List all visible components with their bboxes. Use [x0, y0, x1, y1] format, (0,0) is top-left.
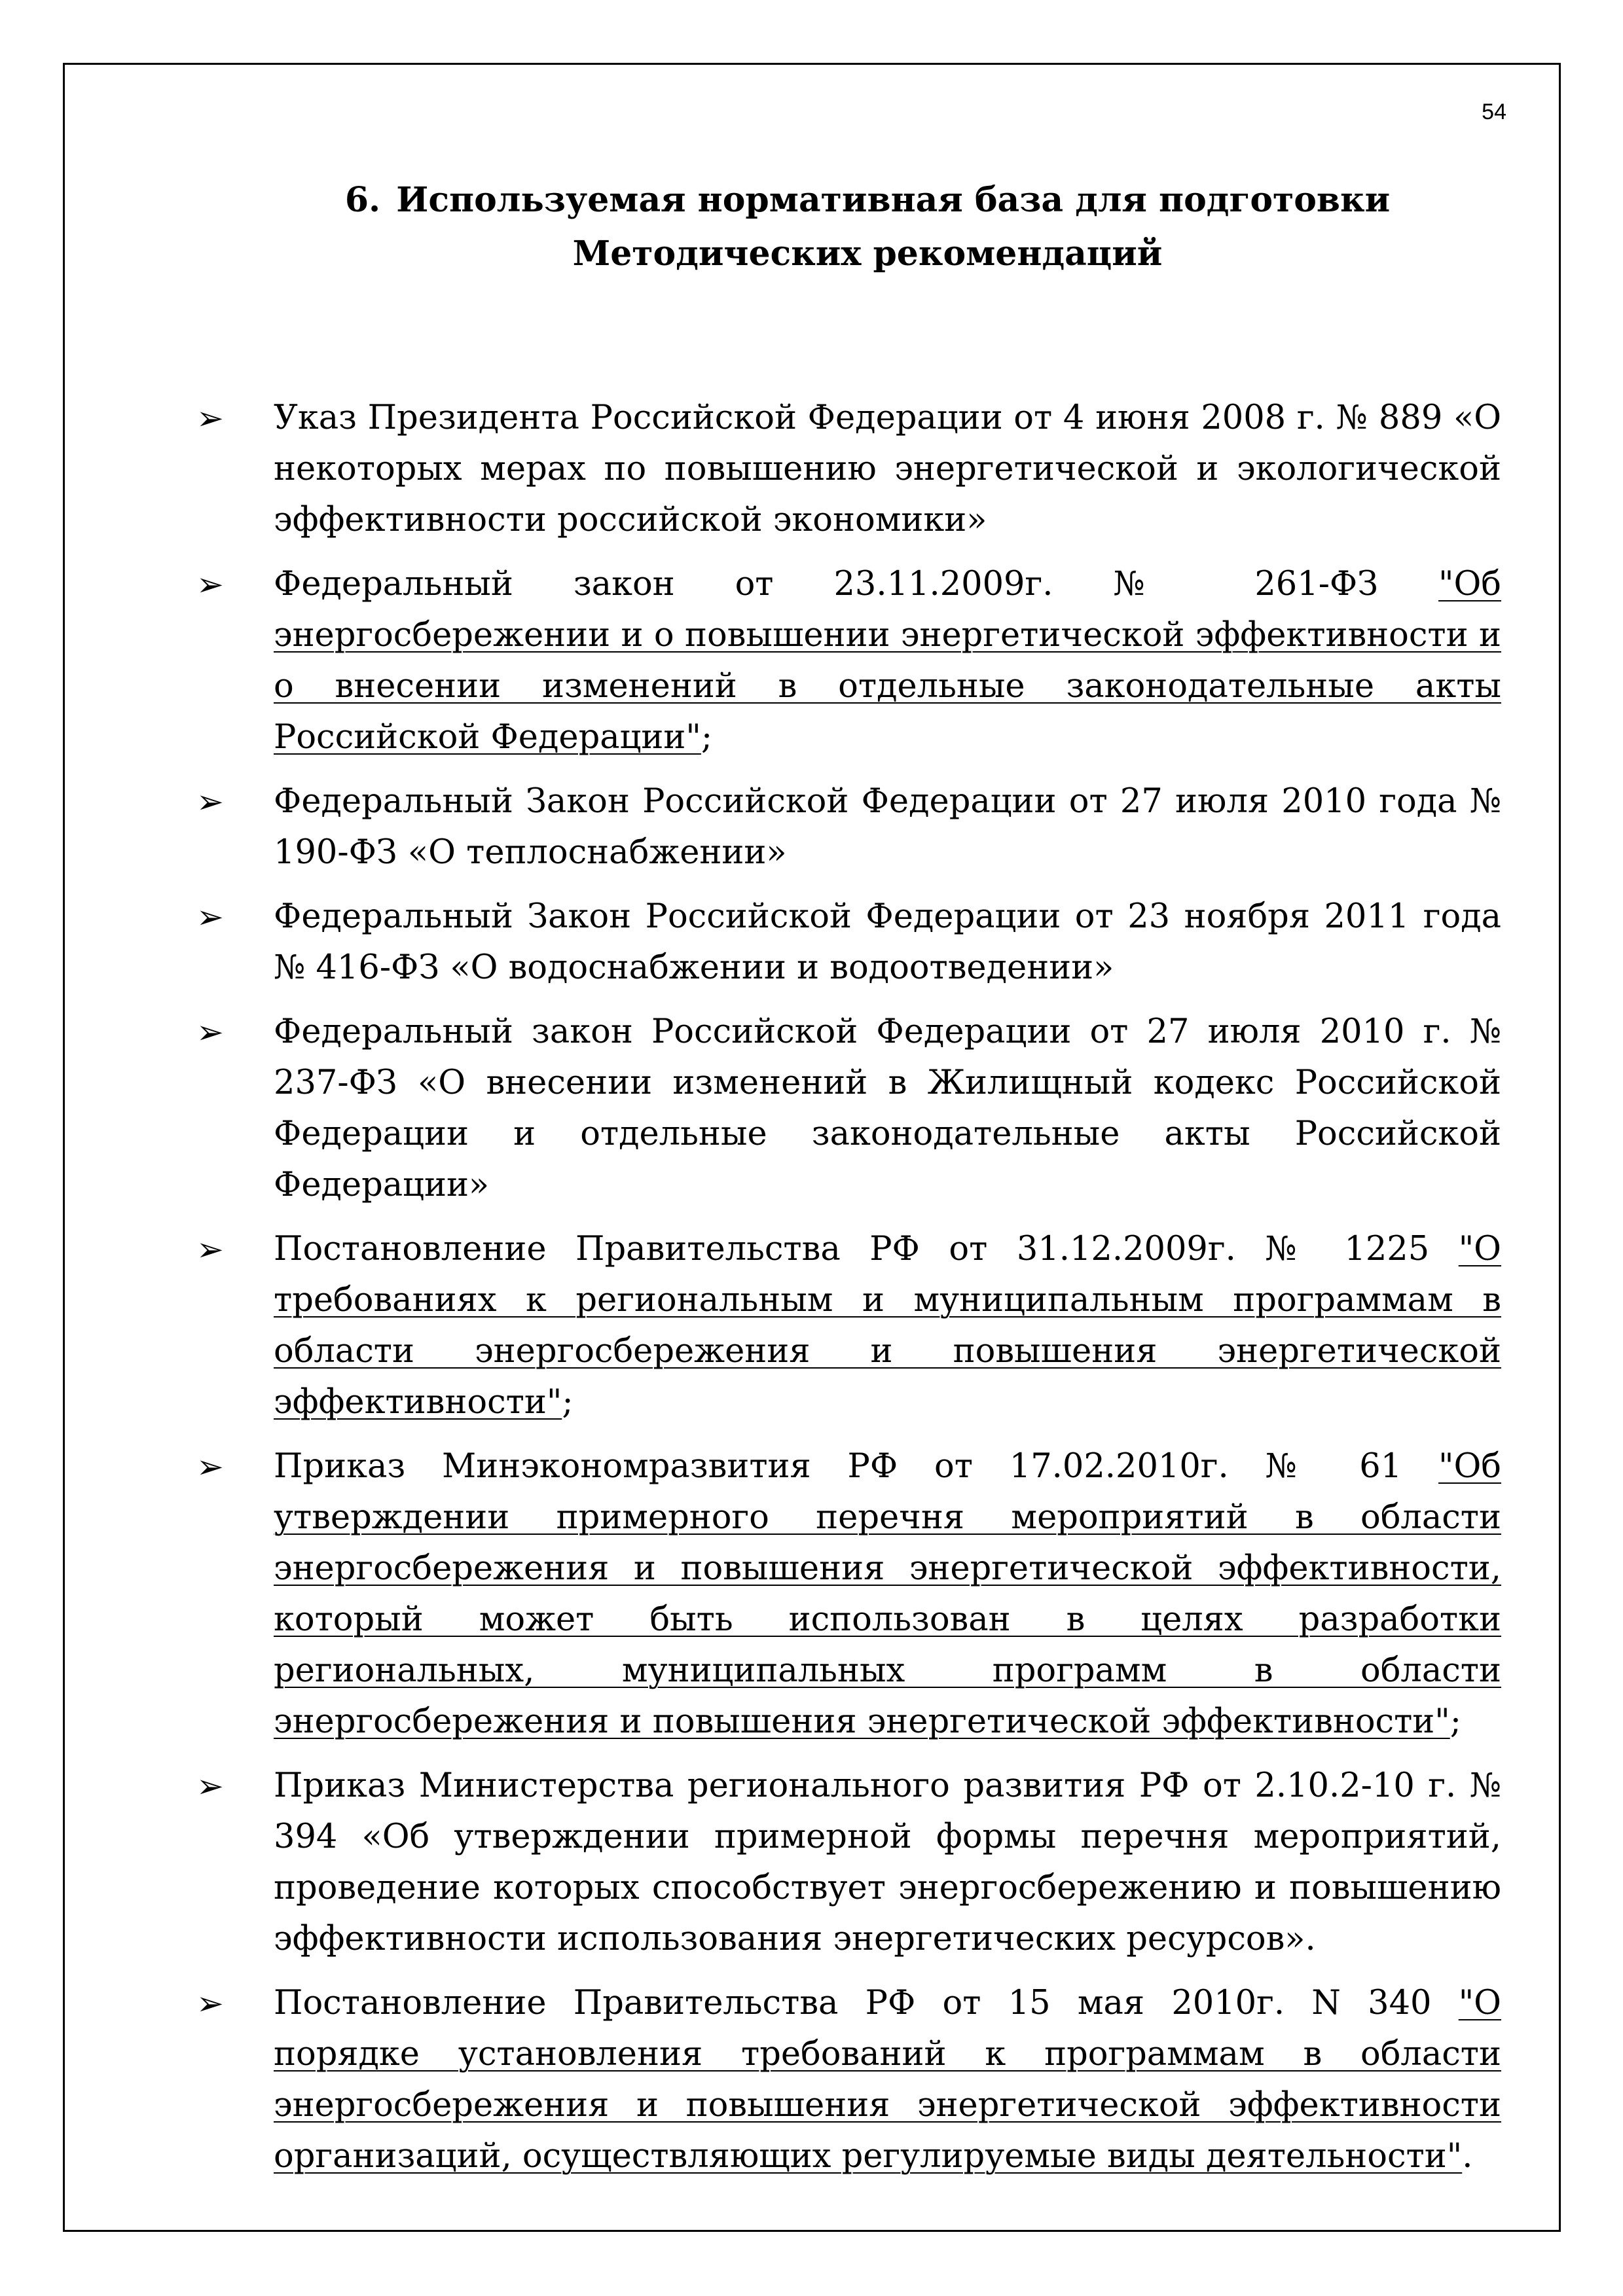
arrow-bullet-icon: ➢ — [196, 399, 224, 437]
list-item — [196, 1224, 1501, 1428]
item-text: Федеральный Закон Российской Федерации от 27 июля 2010 года № 190-ФЗ «О теплоснабжении» — [274, 782, 1501, 872]
arrow-bullet-icon: ➢ — [196, 1767, 224, 1805]
item-punctuation: . — [1462, 2137, 1473, 2176]
item-text: Приказ Минэкономразвития РФ от 17.02.2010г. № 61 — [274, 1447, 1439, 1486]
arrow-bullet-icon: ➢ — [196, 898, 224, 936]
list-item — [196, 1441, 1501, 1748]
item-text: Федеральный закон Российской Федерации от 27 июля 2010 г. № 237-ФЗ «О внесении изменений в Жилищный кодекс Российской Федерации и отдельные законодательные акты Российской Федерации» — [274, 1013, 1501, 1204]
page-number: 54 — [1482, 99, 1506, 124]
arrow-bullet-icon: ➢ — [196, 1230, 224, 1268]
list-item — [196, 559, 1501, 763]
list-item — [196, 1978, 1501, 2182]
list-item — [196, 776, 1501, 878]
item-text: Указ Президента Российской Федерации от 4 июня 2008 г. № 889 «О некоторых мерах по повышению энергетической и экологической эффективности российской экономики» — [274, 399, 1501, 539]
section-title: Используемая нормативная база для подготовки Методических рекомендаций — [396, 180, 1391, 274]
document-link[interactable]: "Об энергосбережении и о повышении энергетической эффективности и о внесении изменений в отдельные законодательные акты Российской Федерации" — [274, 565, 1501, 757]
item-text: Приказ Министерства регионального развития РФ от 2.10.2-10 г. № 394 «Об утверждении примерной формы перечня мероприятий, проведение которых способствует энергосбережению и повышению эффективности использования энергетических ресурсов». — [274, 1767, 1501, 1958]
section-number: 6. — [344, 180, 381, 220]
arrow-bullet-icon: ➢ — [196, 565, 224, 603]
arrow-bullet-icon: ➢ — [196, 783, 224, 821]
list-item — [196, 393, 1501, 546]
item-text: Постановление Правительства РФ от 15 мая 2010г. N 340 — [274, 1984, 1459, 2022]
list-item — [196, 1007, 1501, 1211]
list-item — [196, 891, 1501, 994]
item-text: Федеральный закон от 23.11.2009г. № 261-ФЗ — [274, 565, 1439, 603]
document-link[interactable]: "Об утверждении примерного перечня мероприятий в области энергосбережения и повышения энергетической эффективности, который может быть использован в целях разработки региональных, муниципальных программ в области энергосбережения и повышения энергетической эффективности" — [274, 1447, 1501, 1741]
arrow-bullet-icon: ➢ — [196, 1013, 224, 1051]
document-link[interactable]: "О порядке установления требований к программам в области энергосбережения и повышения энергетической эффективности организаций, осуществляющих регулируемые виды деятельности" — [274, 1984, 1501, 2176]
regulation-list — [196, 393, 1501, 2195]
arrow-bullet-icon: ➢ — [196, 1984, 224, 2022]
item-punctuation: ; — [701, 718, 713, 757]
list-item — [196, 1761, 1501, 1965]
section-heading — [216, 173, 1519, 281]
arrow-bullet-icon: ➢ — [196, 1448, 224, 1486]
document-link[interactable]: "О требованиях к региональным и муниципальным программам в области энергосбережения и повышения энергетической эффективности" — [274, 1230, 1501, 1422]
item-text: Постановление Правительства РФ от 31.12.2009г. № 1225 — [274, 1230, 1459, 1268]
item-punctuation: ; — [1450, 1702, 1461, 1741]
item-punctuation: ; — [562, 1383, 574, 1422]
item-text: Федеральный Закон Российской Федерации от 23 ноября 2011 года № 416-ФЗ «О водоснабжении и водоотведении» — [274, 897, 1501, 987]
